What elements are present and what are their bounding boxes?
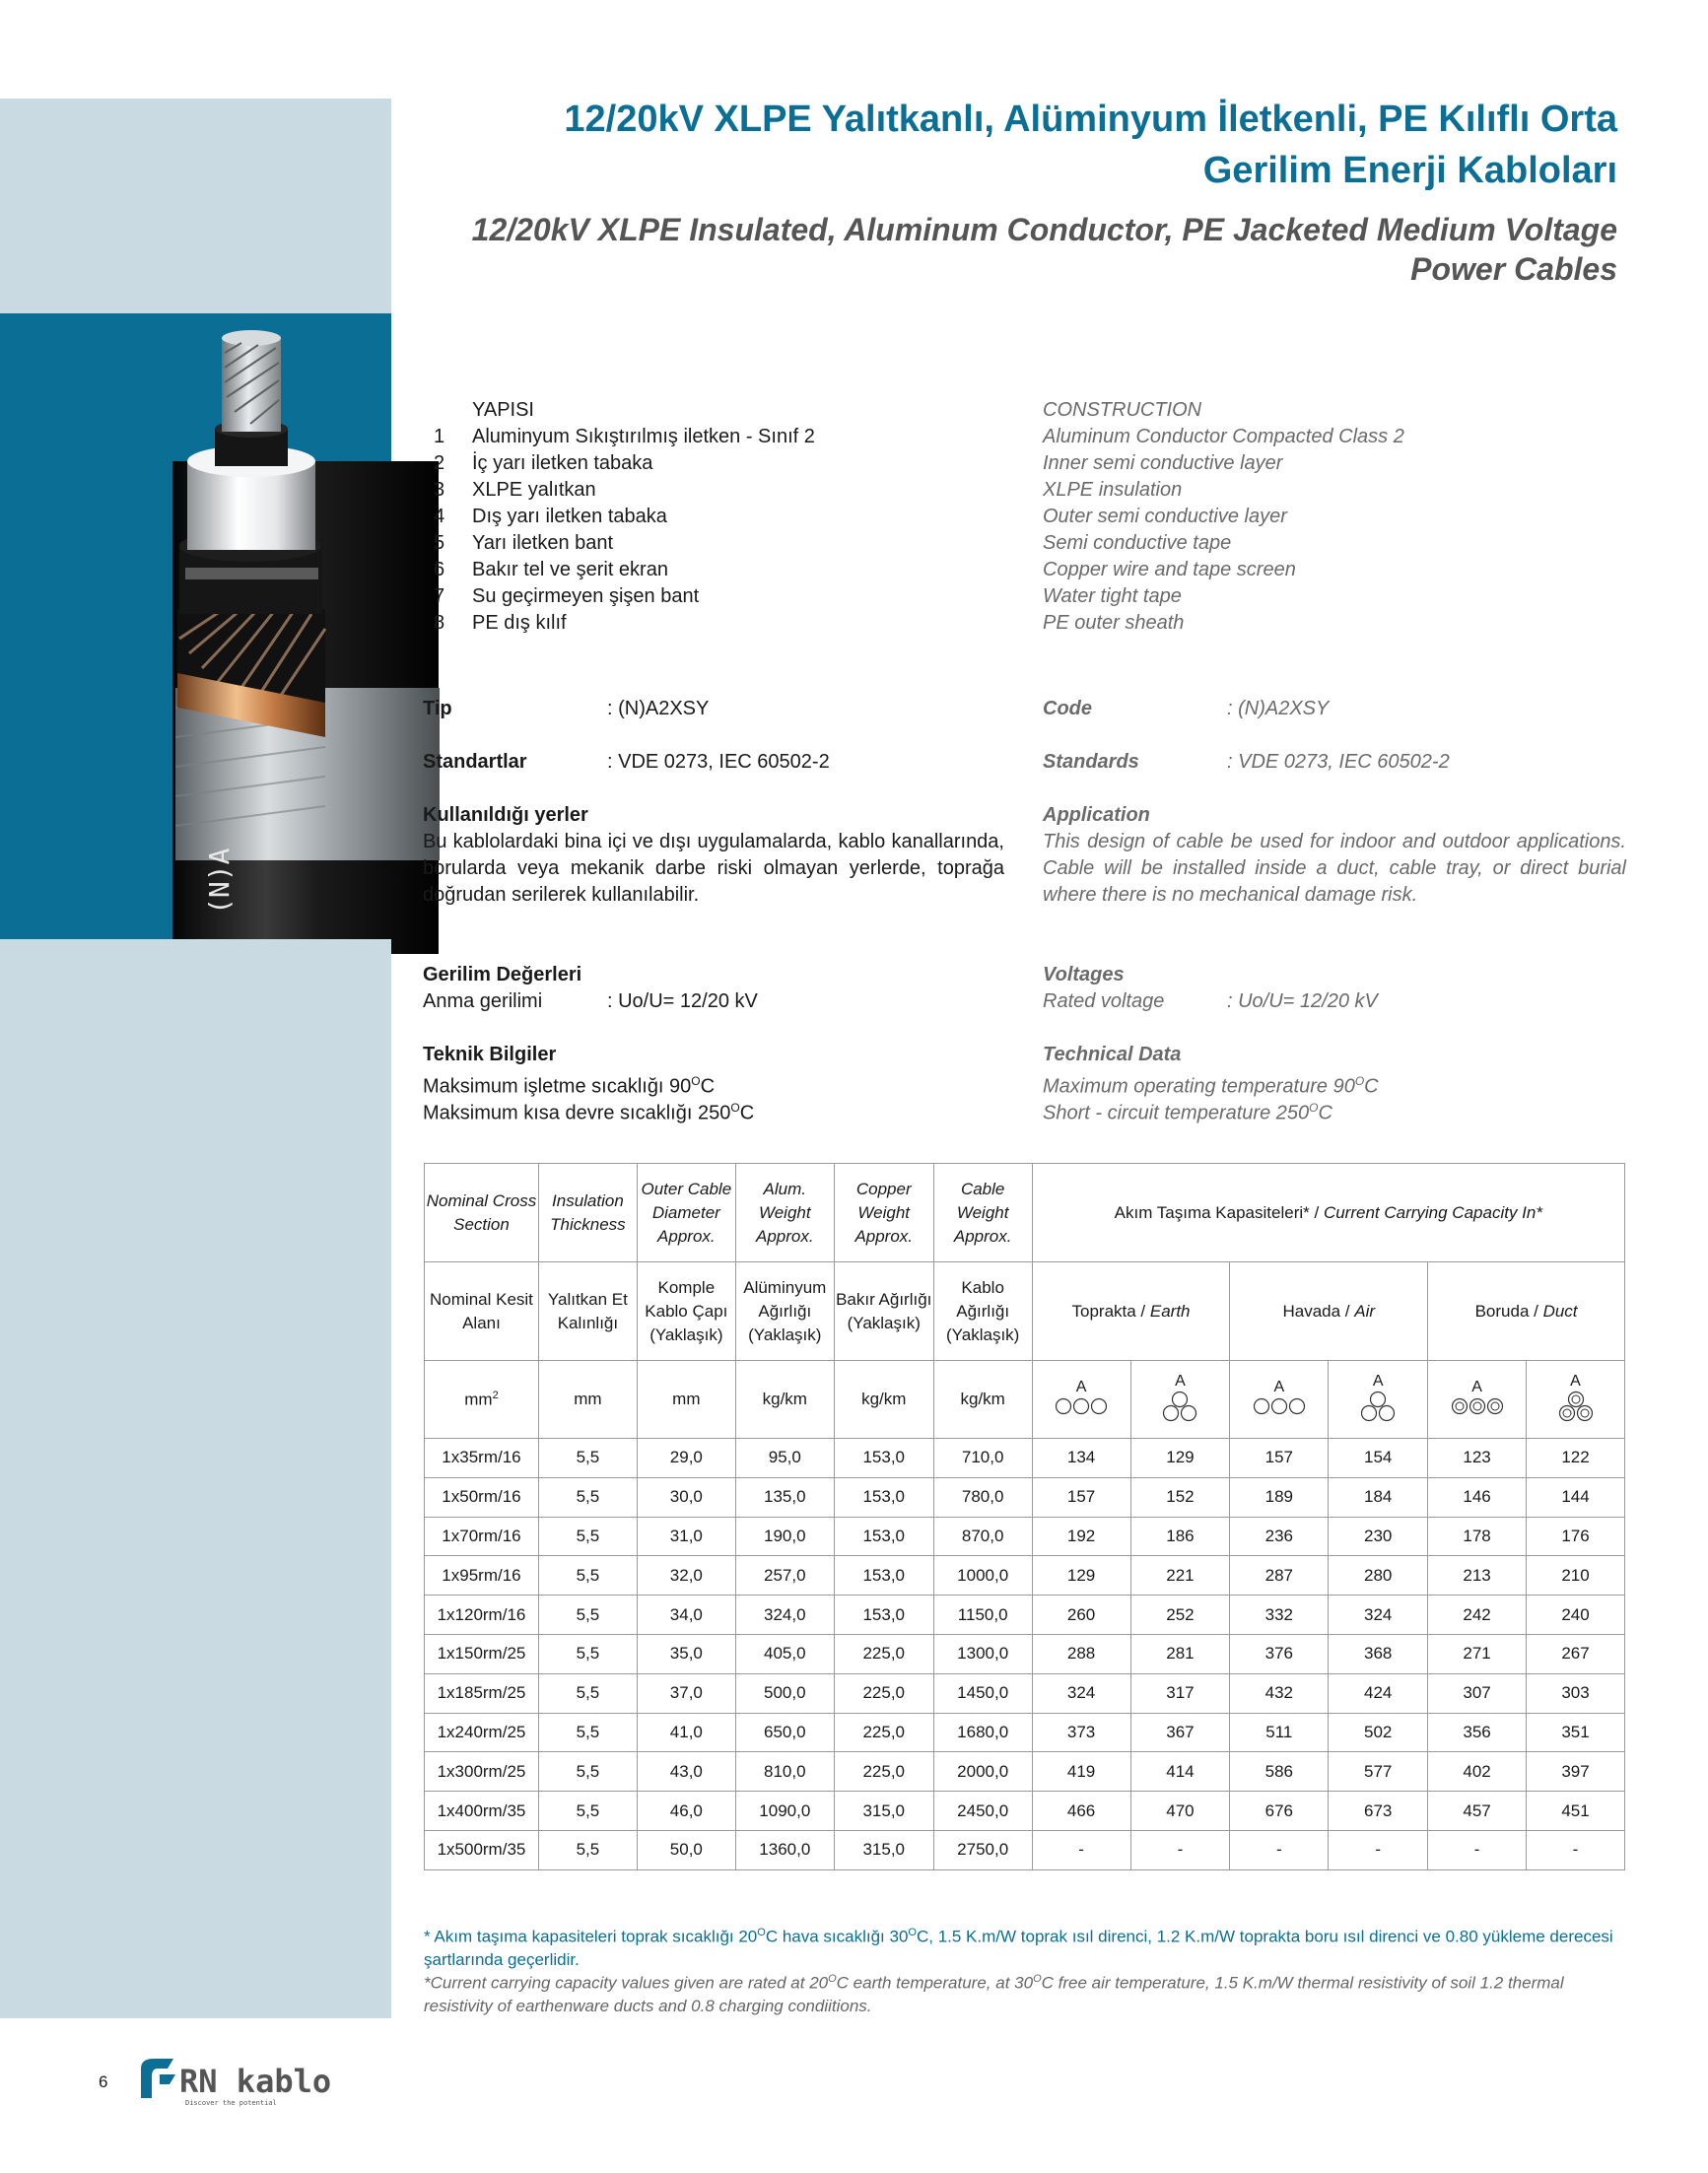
table-cell: 1000,0 (933, 1556, 1032, 1596)
footnote-english: *Current carrying capacity values given are rated at $20^OC$ earth temperature, at $30^OC$ free air temperature, 1.5 K.m/W thermal resistivity of soil 1.2 thermal resistivity of earthenware ducts and 0.8 charging condiitions. (424, 1973, 1564, 2015)
list-item: Semi conductive tape (1043, 532, 1232, 554)
standards-label-tr: Standartlar (423, 751, 527, 773)
table-cell: 134 (1032, 1439, 1130, 1478)
voltage-value-tr: : Uo/U= 12/20 kV (607, 990, 758, 1012)
list-item: Inner semi conductive layer (1043, 452, 1283, 474)
header-insulation-tr: Yalıtkan Et Kalınlığı (538, 1262, 637, 1361)
unit-cable: kg/km (933, 1361, 1032, 1439)
table-cell: 192 (1032, 1517, 1130, 1556)
table-cell: 870,0 (933, 1517, 1032, 1556)
rn-kablo-logo (138, 2055, 332, 2110)
footnote-turkish: * Akım taşıma kapasiteleri toprak sıcaklığı $20^OC$ hava sıcaklığı $30^OC$, 1.5 K.m/W toprak ısıl direnci, 1.2 K.m/W toprakta boru ısıl direnci ve 0.80 yükleme derecesi şartlarında geçerlidir. (424, 1927, 1613, 1969)
table-cell: 225,0 (834, 1752, 933, 1792)
table-cell: 288 (1032, 1634, 1130, 1673)
table-cell: 676 (1230, 1792, 1329, 1831)
page-number: 6 (99, 2072, 108, 2091)
table-cell: 419 (1032, 1752, 1130, 1792)
trefoil-formation-earth-icon: A (1130, 1361, 1230, 1439)
page-title-english (435, 210, 1617, 289)
cross-section-cell: 1x400rm/35 (425, 1792, 539, 1831)
table-cell: 157 (1230, 1439, 1329, 1478)
table-cell: 780,0 (933, 1477, 1032, 1517)
voltage-section-tr (423, 962, 1004, 1015)
table-cell: 46,0 (637, 1792, 735, 1831)
cross-section-cell: 1x120rm/16 (425, 1596, 539, 1635)
list-item: Outer semi conductive layer (1043, 506, 1287, 527)
table-cell: 470 (1130, 1792, 1230, 1831)
application-section-tr (423, 802, 1004, 909)
header-alum-tr: Alüminyum Ağırlığı (Yaklaşık) (735, 1262, 834, 1361)
table-cell: 271 (1428, 1634, 1527, 1673)
list-item: Water tight tape (1043, 585, 1182, 607)
table-cell: 37,0 (637, 1673, 735, 1713)
table-cell: 650,0 (735, 1713, 834, 1752)
header-earth: Toprakta / Earth (1032, 1262, 1230, 1361)
table-header-units (425, 1361, 1625, 1439)
list-item: Aluminum Conductor Compacted Class 2 (1043, 426, 1404, 447)
table-cell: 190,0 (735, 1517, 834, 1556)
voltage-label-en: Rated voltage (1043, 990, 1165, 1012)
table-cell: - (1428, 1830, 1527, 1869)
header-diameter-en: Outer Cable Diameter Approx. (637, 1164, 735, 1262)
short-circuit-temp-en: Short - circuit temperature $250^OC$ (1043, 1101, 1332, 1124)
table-cell: 213 (1428, 1556, 1527, 1596)
table-cell: 122 (1527, 1439, 1625, 1478)
header-alum-en: Alum. Weight Approx. (735, 1164, 834, 1262)
voltage-label-tr: Anma gerilimi (423, 990, 543, 1012)
table-cell: 5,5 (538, 1673, 637, 1713)
technical-heading-tr: Teknik Bilgiler (423, 1044, 557, 1065)
table-cell: 29,0 (637, 1439, 735, 1478)
table-cell: 129 (1032, 1556, 1130, 1596)
table-cell: 5,5 (538, 1477, 637, 1517)
unit-diameter: mm (637, 1361, 735, 1439)
list-item: 3 XLPE yalıtkan (434, 479, 596, 501)
title-tr-line2: Gerilim Enerji Kabloları (1202, 150, 1617, 191)
table-cell: 376 (1230, 1634, 1329, 1673)
table-cell: 43,0 (637, 1752, 735, 1792)
table-cell: 152 (1130, 1477, 1230, 1517)
trefoil-formation-duct-icon: A (1527, 1361, 1625, 1439)
table-cell: 466 (1032, 1792, 1130, 1831)
technical-heading-en: Technical Data (1043, 1044, 1182, 1065)
application-text-tr: Bu kablolardaki bina içi ve dışı uygulamalarda, kablo kanallarında, borularda veya mekanik darbe riski olmayan yerlerde, toprağa doğrudan serilerek kullanılabilir. (423, 831, 1004, 906)
max-operating-temp-tr: Maksimum işletme sıcaklığı $90^OC$ (423, 1074, 716, 1098)
table-cell: 178 (1428, 1517, 1527, 1556)
table-cell: 189 (1230, 1477, 1329, 1517)
table-header-turkish (425, 1262, 1625, 1361)
table-cell: 315,0 (834, 1830, 933, 1869)
table-cell: 303 (1527, 1673, 1625, 1713)
table-cell: 332 (1230, 1596, 1329, 1635)
table-cell: 225,0 (834, 1634, 933, 1673)
table-cell: 252 (1130, 1596, 1230, 1635)
application-section-en (1043, 802, 1626, 909)
technical-section-tr (423, 1042, 1004, 1124)
list-item: Copper wire and tape screen (1043, 559, 1296, 580)
table-row (425, 1713, 1625, 1752)
trefoil-formation-air-icon: A (1329, 1361, 1428, 1439)
table-cell: 144 (1527, 1477, 1625, 1517)
table-cell: 405,0 (735, 1634, 834, 1673)
table-cell: 1300,0 (933, 1634, 1032, 1673)
voltage-value-en: : Uo/U= 12/20 kV (1227, 990, 1378, 1012)
table-cell: 1150,0 (933, 1596, 1032, 1635)
table-row (425, 1596, 1625, 1635)
table-cell: 154 (1329, 1439, 1428, 1478)
standards-value-tr: : VDE 0273, IEC 60502-2 (607, 751, 830, 773)
table-cell: 424 (1329, 1673, 1428, 1713)
table-cell: 586 (1230, 1752, 1329, 1792)
table-cell: 5,5 (538, 1556, 637, 1596)
cross-section-cell: 1x35rm/16 (425, 1439, 539, 1478)
technical-section-en (1043, 1042, 1626, 1124)
flat-formation-duct-icon: A (1428, 1361, 1527, 1439)
list-item: 7 Su geçirmeyen şişen bant (434, 585, 700, 607)
table-cell: - (1230, 1830, 1329, 1869)
table-row (425, 1477, 1625, 1517)
list-item: 6 Bakır tel ve şerit ekran (434, 559, 668, 580)
table-row (425, 1439, 1625, 1478)
table-cell: 324 (1329, 1596, 1428, 1635)
table-cell: 368 (1329, 1634, 1428, 1673)
table-cell: 186 (1130, 1517, 1230, 1556)
table-cell: 267 (1527, 1634, 1625, 1673)
table-cell: 307 (1428, 1673, 1527, 1713)
table-cell: 32,0 (637, 1556, 735, 1596)
table-row (425, 1792, 1625, 1831)
cross-section-cell: 1x150rm/25 (425, 1634, 539, 1673)
header-copper-en: Copper Weight Approx. (834, 1164, 933, 1262)
svg-text:(N)A: (N)A (203, 848, 236, 915)
table-cell: 257,0 (735, 1556, 834, 1596)
type-value: : (N)A2XSY (607, 698, 710, 719)
short-circuit-temp-tr: Maksimum kısa devre sıcaklığı $250^OC$ (423, 1101, 755, 1124)
table-cell: 281 (1130, 1634, 1230, 1673)
application-heading-tr: Kullanıldığı yerler (423, 804, 588, 826)
table-cell: 502 (1329, 1713, 1428, 1752)
table-header-english (425, 1164, 1625, 1262)
table-cell: 236 (1230, 1517, 1329, 1556)
header-capacity: Akım Taşıma Kapasiteleri* / Current Carrying Capacity In* (1032, 1164, 1624, 1262)
list-item: PE outer sheath (1043, 612, 1185, 634)
table-cell: 153,0 (834, 1517, 933, 1556)
table-cell: 5,5 (538, 1439, 637, 1478)
list-item: 2 İç yarı iletken tabaka (434, 452, 653, 474)
title-tr-line1: 12/20kV XLPE Yalıtkanlı, Alüminyum İletkenli, PE Kılıflı Orta (564, 99, 1617, 140)
table-cell: 1090,0 (735, 1792, 834, 1831)
table-cell: 373 (1032, 1713, 1130, 1752)
type-label: Tip (423, 698, 452, 719)
construction-list-tr (423, 397, 1004, 637)
table-cell: 5,5 (538, 1713, 637, 1752)
table-cell: 287 (1230, 1556, 1329, 1596)
table-cell: 35,0 (637, 1634, 735, 1673)
table-cell: 5,5 (538, 1634, 637, 1673)
table-cell: 324,0 (735, 1596, 834, 1635)
table-cell: 5,5 (538, 1517, 637, 1556)
table-cell: 351 (1527, 1713, 1625, 1752)
table-cell: 500,0 (735, 1673, 834, 1713)
table-cell: 673 (1329, 1792, 1428, 1831)
svg-text:Discover the potential: Discover the potential (185, 2099, 277, 2107)
table-cell: 1450,0 (933, 1673, 1032, 1713)
table-cell: 34,0 (637, 1596, 735, 1635)
table-cell: 2750,0 (933, 1830, 1032, 1869)
table-cell: 414 (1130, 1752, 1230, 1792)
code-row-en (1043, 696, 1626, 722)
standards-row-en (1043, 749, 1626, 776)
table-cell: 242 (1428, 1596, 1527, 1635)
table-cell: 30,0 (637, 1477, 735, 1517)
table-row (425, 1634, 1625, 1673)
table-cell: 315,0 (834, 1792, 933, 1831)
unit-copper: kg/km (834, 1361, 933, 1439)
table-cell: 710,0 (933, 1439, 1032, 1478)
table-cell: 280 (1329, 1556, 1428, 1596)
table-cell: 221 (1130, 1556, 1230, 1596)
table-row (425, 1556, 1625, 1596)
flat-formation-air-icon: A (1230, 1361, 1329, 1439)
cross-section-cell: 1x240rm/25 (425, 1713, 539, 1752)
unit-alum: kg/km (735, 1361, 834, 1439)
table-cell: 260 (1032, 1596, 1130, 1635)
cross-section-cell: 1x300rm/25 (425, 1752, 539, 1792)
table-row (425, 1752, 1625, 1792)
svg-text:RN kablo: RN kablo (179, 2063, 332, 2100)
header-cable-en: Cable Weight Approx. (933, 1164, 1032, 1262)
table-cell: 41,0 (637, 1713, 735, 1752)
header-cable-tr: Kablo Ağırlığı (Yaklaşık) (933, 1262, 1032, 1361)
table-cell: 356 (1428, 1713, 1527, 1752)
standards-label-en: Standards (1043, 751, 1139, 773)
header-insulation-en: Insulation Thickness (538, 1164, 637, 1262)
header-air: Havada / Air (1230, 1262, 1428, 1361)
table-cell: 123 (1428, 1439, 1527, 1478)
table-cell: 50,0 (637, 1830, 735, 1869)
table-cell: 1680,0 (933, 1713, 1032, 1752)
cross-section-cell: 1x50rm/16 (425, 1477, 539, 1517)
table-cell: 225,0 (834, 1673, 933, 1713)
table-cell: 31,0 (637, 1517, 735, 1556)
list-item: 5 Yarı iletken bant (434, 532, 614, 554)
table-cell: 5,5 (538, 1596, 637, 1635)
table-cell: 2000,0 (933, 1752, 1032, 1792)
table-cell: 317 (1130, 1673, 1230, 1713)
flat-formation-earth-icon: A (1032, 1361, 1130, 1439)
table-cell: 153,0 (834, 1439, 933, 1478)
header-section-tr: Nominal Kesit Alanı (425, 1262, 539, 1361)
table-body (425, 1439, 1625, 1870)
standards-value-en: : VDE 0273, IEC 60502-2 (1227, 751, 1450, 773)
table-cell: 810,0 (735, 1752, 834, 1792)
table-cell: - (1329, 1830, 1428, 1869)
sidebar-background-bottom (0, 939, 391, 2018)
cross-section-cell: 1x70rm/16 (425, 1517, 539, 1556)
table-cell: 577 (1329, 1752, 1428, 1792)
table-cell: 367 (1130, 1713, 1230, 1752)
cable-illustration (0, 313, 391, 939)
table-cell: 153,0 (834, 1556, 933, 1596)
table-cell: 210 (1527, 1556, 1625, 1596)
table-cell: 2450,0 (933, 1792, 1032, 1831)
table-cell: 129 (1130, 1439, 1230, 1478)
sidebar-background-top (0, 99, 391, 313)
list-item: XLPE insulation (1043, 479, 1183, 501)
table-cell: - (1130, 1830, 1230, 1869)
table-cell: 5,5 (538, 1752, 637, 1792)
table-cell: 457 (1428, 1792, 1527, 1831)
type-row-tr (423, 696, 1004, 722)
table-cell: 230 (1329, 1517, 1428, 1556)
table-row (425, 1830, 1625, 1869)
table-cell: 95,0 (735, 1439, 834, 1478)
header-duct: Boruda / Duct (1428, 1262, 1625, 1361)
voltage-section-en (1043, 962, 1626, 1015)
table-cell: 402 (1428, 1752, 1527, 1792)
table-cell: 153,0 (834, 1596, 933, 1635)
cross-section-cell: 1x185rm/25 (425, 1673, 539, 1713)
cross-section-cell: 1x95rm/16 (425, 1556, 539, 1596)
table-cell: 153,0 (834, 1477, 933, 1517)
table-cell: 135,0 (735, 1477, 834, 1517)
construction-heading-en: CONSTRUCTION (1043, 399, 1202, 421)
max-operating-temp-en: Maximum operating temperature $90^OC$ (1043, 1074, 1379, 1098)
construction-heading-tr: YAPISI (472, 399, 534, 421)
table-cell: 225,0 (834, 1713, 933, 1752)
table-cell: 184 (1329, 1477, 1428, 1517)
table-row (425, 1517, 1625, 1556)
cable-spec-table (424, 1163, 1625, 1870)
header-section-en: Nominal Cross Section (425, 1164, 539, 1262)
code-label: Code (1043, 698, 1092, 719)
list-item: 4 Dış yarı iletken tabaka (434, 506, 667, 527)
table-cell: 451 (1527, 1792, 1625, 1831)
page-title-turkish (435, 94, 1617, 196)
table-cell: 5,5 (538, 1830, 637, 1869)
construction-list-en (1043, 397, 1626, 637)
standards-row-tr (423, 749, 1004, 776)
table-cell: 432 (1230, 1673, 1329, 1713)
unit-section: $mm^2$ (425, 1361, 539, 1439)
title-en-line1: 12/20kV XLPE Insulated, Aluminum Conductor, PE Jacketed Medium Voltage (471, 212, 1617, 247)
application-heading-en: Application (1043, 804, 1150, 826)
code-value: : (N)A2XSY (1227, 698, 1330, 719)
table-cell: 324 (1032, 1673, 1130, 1713)
table-cell: 1360,0 (735, 1830, 834, 1869)
cable-photo (0, 313, 391, 939)
table-cell: 146 (1428, 1477, 1527, 1517)
table-row (425, 1673, 1625, 1713)
table-cell: 176 (1527, 1517, 1625, 1556)
table-cell: 511 (1230, 1713, 1329, 1752)
table-cell: 157 (1032, 1477, 1130, 1517)
cross-section-cell: 1x500rm/35 (425, 1830, 539, 1869)
title-en-line2: Power Cables (1410, 251, 1617, 287)
table-cell: 5,5 (538, 1792, 637, 1831)
list-item: 1 Aluminyum Sıkıştırılmış iletken - Sınıf 2 (434, 426, 815, 447)
unit-insulation: mm (538, 1361, 637, 1439)
table-cell: - (1527, 1830, 1625, 1869)
header-copper-tr: Bakır Ağırlığı (Yaklaşık) (834, 1262, 933, 1361)
list-item: 8 PE dış kılıf (434, 612, 567, 634)
logo-mark-icon (138, 2055, 332, 2110)
voltage-heading-tr: Gerilim Değerleri (423, 964, 582, 985)
table-cell: 240 (1527, 1596, 1625, 1635)
application-text-en: This design of cable be used for indoor and outdoor applications. Cable will be installed inside a duct, cable tray, or direct burial where there is no mechanical damage risk. (1043, 831, 1626, 906)
table-cell: 397 (1527, 1752, 1625, 1792)
table-cell: - (1032, 1830, 1130, 1869)
voltage-heading-en: Voltages (1043, 964, 1125, 985)
header-diameter-tr: Komple Kablo Çapı (Yaklaşık) (637, 1262, 735, 1361)
